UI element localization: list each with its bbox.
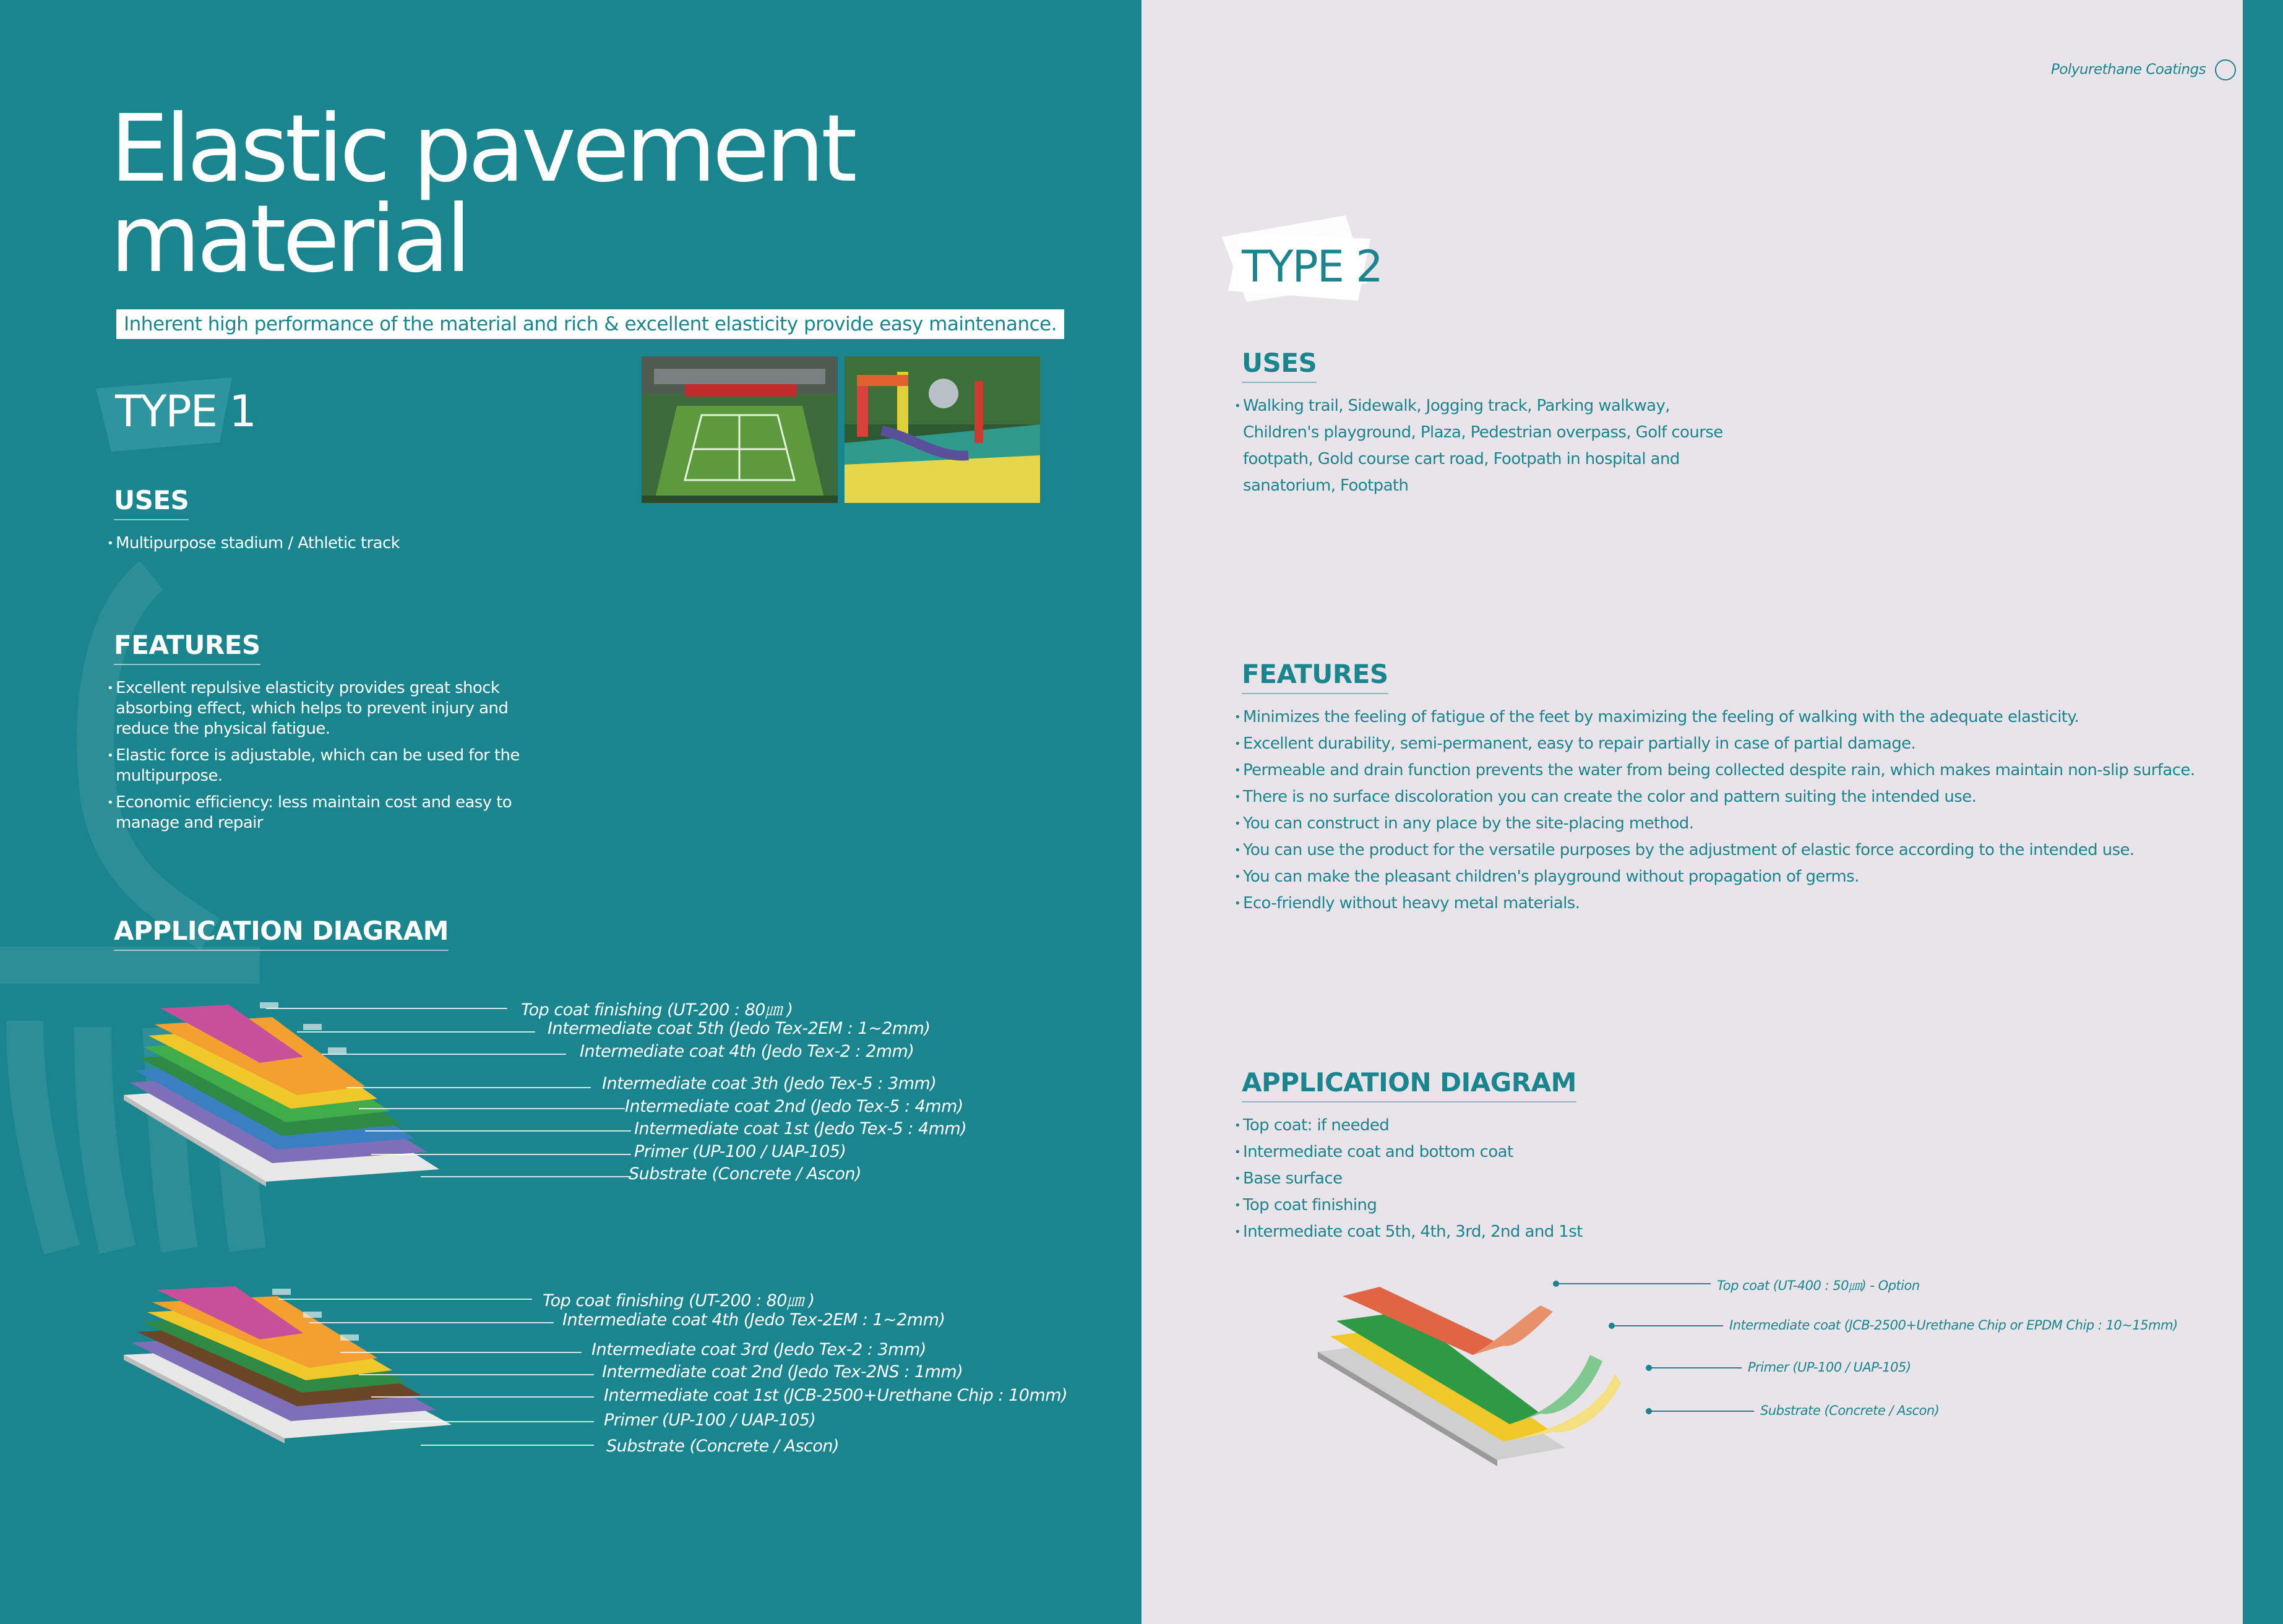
- list-item: • Elastic force is adjustable, which can be used for the multipurpose.: [107, 745, 565, 786]
- diagram3-label-2: Intermediate coat (JCB-2500+Urethane Chip or EPDM Chip : 10~15mm): [1729, 1318, 2178, 1333]
- page-title: Elastic pavement material: [110, 95, 854, 293]
- diagram1-label-2: Intermediate coat 5th (Jedo Tex-2EM : 1~2mm): [548, 1019, 931, 1038]
- diagram1-label-6: Intermediate coat 1st (Jedo Tex-5 : 4mm): [634, 1119, 967, 1138]
- brand-name: Polyurethane Coatings: [2051, 61, 2206, 78]
- right-edge-strip: [2243, 0, 2283, 1624]
- type-1-label: TYPE 1: [115, 386, 256, 437]
- diagram2-label-1: Top coat finishing (UT-200 : 80㎛ ): [543, 1291, 815, 1310]
- diagram2-label-3: Intermediate coat 3rd (Jedo Tex-2 : 3mm): [591, 1340, 926, 1359]
- list-item: • You can construct in any place by the site-placing method.: [1234, 810, 2199, 837]
- list-item: • Economic efficiency: less maintain cost and easy to manage and repair: [107, 793, 565, 833]
- diagram1-label-3: Intermediate coat 4th (Jedo Tex-2 : 2mm): [580, 1042, 914, 1061]
- application-diagram-heading: APPLICATION DIAGRAM: [114, 916, 449, 951]
- list-item: • There is no surface discoloration you can create the color and pattern suiting the intended use.: [1234, 784, 2199, 810]
- list-item: • Excellent repulsive elasticity provides great shock absorbing effect, which helps to prevent injury and reduce the physical fatigue.: [107, 678, 565, 739]
- diagram2-label-5: Intermediate coat 1st (JCB-2500+Urethane Chip : 10mm): [604, 1386, 1068, 1405]
- list-item: • Top coat finishing: [1234, 1192, 1791, 1219]
- list-item: • Intermediate coat and bottom coat: [1234, 1139, 1791, 1166]
- page-subtitle: Inherent high performance of the material and rich & excellent elasticity provide easy maintenance.: [116, 309, 1064, 339]
- list-item: • Permeable and drain function prevents the water from being collected despite rain, which makes maintain non-slip surface.: [1234, 757, 2199, 784]
- uses-list: [107, 533, 540, 554]
- list-item: • Base surface: [1234, 1166, 1791, 1192]
- type-2-label: TYPE 2: [1242, 241, 1382, 292]
- list-item: • You can use the product for the versatile purposes by the adjustment of elastic force according to the intended use.: [1234, 837, 2199, 864]
- right-page: [1142, 0, 2243, 1624]
- list-item: • Walking trail, Sidewalk, Jogging track, Parking walkway, Children's playground, Plaza, Pedestrian overpass, Golf course footpath, Gold course cart road, Footpath in hospital and sanatorium, Footpath: [1234, 393, 1742, 499]
- diagram2-label-4: Intermediate coat 2nd (Jedo Tex-2NS : 1mm): [602, 1362, 963, 1381]
- diagram1-label-4: Intermediate coat 3th (Jedo Tex-5 : 3mm): [602, 1074, 937, 1093]
- features-heading: FEATURES: [1242, 659, 1388, 694]
- list-item: • Multipurpose stadium / Athletic track: [107, 533, 540, 554]
- playground-photo: [845, 356, 1040, 503]
- brand-logo-icon: [2215, 59, 2236, 80]
- diagram1-label-7: Primer (UP-100 / UAP-105): [634, 1142, 846, 1161]
- diagram1-label-5: Intermediate coat 2nd (Jedo Tex-5 : 4mm): [625, 1097, 963, 1116]
- tennis-court-photo: [642, 356, 838, 503]
- list-item: • Top coat: if needed: [1234, 1112, 1791, 1139]
- diagram3-label-1: Top coat (UT-400 : 50㎛) - Option: [1717, 1278, 1920, 1293]
- features-list: [107, 678, 565, 833]
- list-item: • Intermediate coat 5th, 4th, 3rd, 2nd and 1st: [1234, 1219, 1791, 1245]
- diagram-list: [1234, 1112, 1791, 1245]
- leader-lines-3: [1550, 1278, 1872, 1420]
- diagram3-label-4: Substrate (Concrete / Ascon): [1760, 1403, 1940, 1418]
- uses-heading: USES: [1242, 348, 1317, 383]
- list-item: • Excellent durability, semi-permanent, easy to repair partially in case of partial damage.: [1234, 731, 2199, 757]
- uses-list: [1234, 393, 1742, 499]
- features-list: [1234, 704, 2199, 917]
- list-item: • You can make the pleasant children's playground without propagation of germs.: [1234, 864, 2199, 890]
- brand-header: [2051, 59, 2236, 80]
- diagram3-label-3: Primer (UP-100 / UAP-105): [1748, 1360, 1911, 1375]
- diagram1-label-1: Top coat finishing (UT-200 : 80㎛ ): [521, 1000, 793, 1020]
- uses-heading: USES: [114, 485, 189, 520]
- diagram2-label-7: Substrate (Concrete / Ascon): [606, 1437, 840, 1456]
- list-item: • Eco-friendly without heavy metal materials.: [1234, 890, 2199, 917]
- diagram2-label-2: Intermediate coat 4th (Jedo Tex-2EM : 1~2mm): [562, 1310, 945, 1330]
- diagram2-label-6: Primer (UP-100 / UAP-105): [604, 1411, 816, 1430]
- list-item: • Minimizes the feeling of fatigue of the feet by maximizing the feeling of walking with the adequate elasticity.: [1234, 704, 2199, 731]
- diagram1-label-8: Substrate (Concrete / Ascon): [629, 1164, 862, 1184]
- application-diagram-heading: APPLICATION DIAGRAM: [1242, 1067, 1576, 1102]
- features-heading: FEATURES: [114, 630, 260, 665]
